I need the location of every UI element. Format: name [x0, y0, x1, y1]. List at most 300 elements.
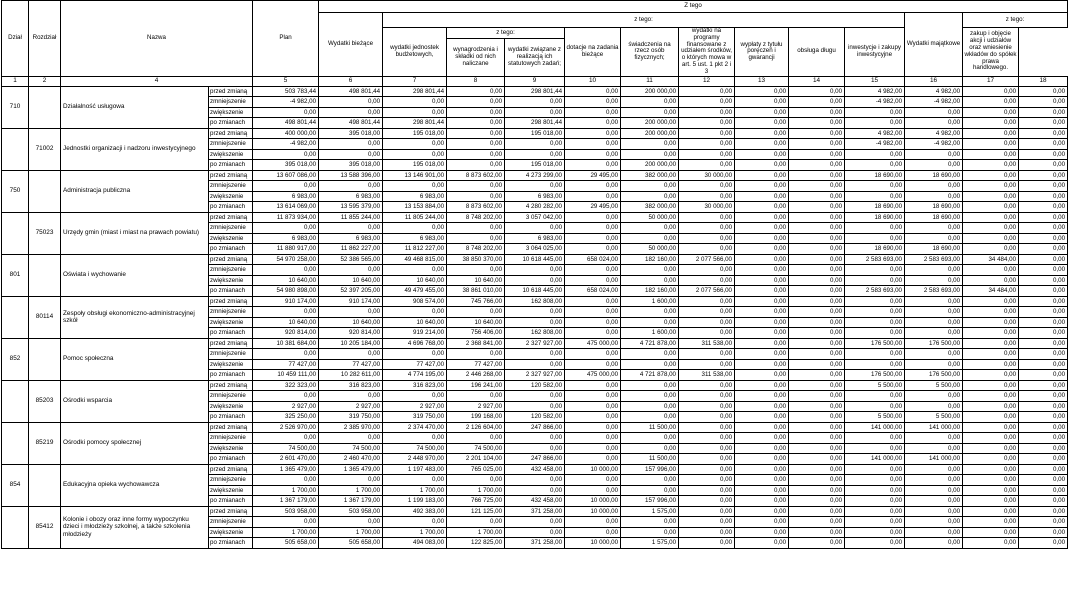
value-cell: 0,00: [1019, 496, 1068, 507]
value-cell: 0,00: [505, 349, 565, 360]
value-cell: 0,00: [905, 538, 963, 549]
value-cell: 505 658,00: [319, 538, 383, 549]
value-cell: 38 861 010,00: [447, 286, 505, 297]
value-cell: 0,00: [565, 349, 621, 360]
value-cell: 0,00: [253, 223, 319, 234]
value-cell: 0,00: [963, 464, 1019, 475]
value-cell: 1 700,00: [253, 485, 319, 496]
rozdzial-cell: 85219: [29, 422, 61, 464]
value-cell: 13 614 069,00: [253, 202, 319, 213]
rozdzial-cell: 85412: [29, 506, 61, 548]
row-label: zwiększenie: [209, 107, 253, 118]
value-cell: 0,00: [447, 223, 505, 234]
value-cell: 0,00: [789, 359, 845, 370]
value-cell: 0,00: [679, 454, 735, 465]
value-cell: 0,00: [735, 328, 789, 339]
value-cell: 0,00: [679, 443, 735, 454]
value-cell: 0,00: [1019, 433, 1068, 444]
value-cell: 0,00: [905, 223, 963, 234]
value-cell: 0,00: [1019, 391, 1068, 402]
value-cell: 0,00: [963, 149, 1019, 160]
value-cell: 0,00: [447, 160, 505, 171]
value-cell: 0,00: [963, 506, 1019, 517]
value-cell: 0,00: [845, 149, 905, 160]
value-cell: 0,00: [735, 485, 789, 496]
row-label: przed zmianą: [209, 422, 253, 433]
value-cell: 13 595 379,00: [319, 202, 383, 213]
value-cell: 0,00: [679, 275, 735, 286]
value-cell: 0,00: [735, 244, 789, 255]
value-cell: 0,00: [383, 517, 447, 528]
value-cell: 0,00: [845, 296, 905, 307]
value-cell: 325 250,00: [253, 412, 319, 423]
value-cell: 0,00: [621, 401, 679, 412]
rozdzial-cell: 80114: [29, 296, 61, 338]
value-cell: 0,00: [845, 517, 905, 528]
value-cell: 298 801,44: [505, 118, 565, 129]
header-zadania-statutowe: wydatki związane z realizacją ich statutowych zadań;: [505, 39, 565, 77]
value-cell: 11 500,00: [621, 422, 679, 433]
value-cell: 0,00: [905, 307, 963, 318]
value-cell: 0,00: [963, 422, 1019, 433]
header-akcje: zakup i objęcie akcji i udziałów oraz wniesienie wkładów do spółek prawa handlowego.: [963, 28, 1019, 77]
value-cell: 0,00: [845, 317, 905, 328]
value-cell: 382 000,00: [621, 202, 679, 213]
value-cell: 0,00: [1019, 223, 1068, 234]
value-cell: 0,00: [905, 485, 963, 496]
value-cell: 195 018,00: [505, 160, 565, 171]
value-cell: 122 825,00: [447, 538, 505, 549]
value-cell: 0,00: [789, 286, 845, 297]
row-label: przed zmianą: [209, 170, 253, 181]
header-obsluga-dlugu: obsługa długu: [789, 28, 845, 77]
value-cell: 0,00: [1019, 454, 1068, 465]
value-cell: 0,00: [789, 128, 845, 139]
value-cell: 0,00: [1019, 328, 1068, 339]
value-cell: 0,00: [447, 517, 505, 528]
value-cell: 0,00: [621, 433, 679, 444]
value-cell: 0,00: [319, 349, 383, 360]
value-cell: 0,00: [735, 443, 789, 454]
value-cell: 49 468 815,00: [383, 254, 447, 265]
value-cell: 4 696 768,00: [383, 338, 447, 349]
value-cell: 0,00: [447, 97, 505, 108]
value-cell: 0,00: [789, 212, 845, 223]
value-cell: 0,00: [679, 475, 735, 486]
value-cell: 765 025,00: [447, 464, 505, 475]
value-cell: 0,00: [565, 422, 621, 433]
value-cell: 0,00: [905, 160, 963, 171]
value-cell: 0,00: [845, 233, 905, 244]
value-cell: 2 460 470,00: [319, 454, 383, 465]
value-cell: 0,00: [845, 328, 905, 339]
column-number: 18: [1019, 76, 1068, 86]
value-cell: 2 583 693,00: [905, 254, 963, 265]
value-cell: 195 018,00: [505, 128, 565, 139]
value-cell: 0,00: [905, 191, 963, 202]
value-cell: 0,00: [505, 149, 565, 160]
value-cell: 0,00: [319, 107, 383, 118]
value-cell: 1 199 183,00: [383, 496, 447, 507]
value-cell: 0,00: [565, 296, 621, 307]
row-label: po zmianach: [209, 202, 253, 213]
rozdzial-cell: [29, 86, 61, 128]
value-cell: 11 855 244,00: [319, 212, 383, 223]
value-cell: 0,00: [845, 275, 905, 286]
value-cell: 1 700,00: [447, 485, 505, 496]
value-cell: 0,00: [1019, 212, 1068, 223]
value-cell: 77 427,00: [319, 359, 383, 370]
value-cell: 400 000,00: [253, 128, 319, 139]
value-cell: 0,00: [1019, 485, 1068, 496]
value-cell: 0,00: [565, 233, 621, 244]
header-nazwa: Nazwa: [61, 1, 253, 77]
value-cell: 0,00: [447, 391, 505, 402]
value-cell: 2 201 104,00: [447, 454, 505, 465]
value-cell: 0,00: [1019, 86, 1068, 97]
value-cell: 196 241,00: [447, 380, 505, 391]
column-number: 10: [565, 76, 621, 86]
value-cell: 0,00: [905, 517, 963, 528]
value-cell: 0,00: [383, 223, 447, 234]
value-cell: 0,00: [505, 359, 565, 370]
value-cell: 0,00: [905, 328, 963, 339]
nazwa-cell: Jednostki organizacji i nadzoru inwestycyjnego: [61, 128, 209, 170]
value-cell: 11 812 227,00: [383, 244, 447, 255]
value-cell: 0,00: [905, 475, 963, 486]
value-cell: 0,00: [1019, 191, 1068, 202]
value-cell: 10 640,00: [447, 317, 505, 328]
value-cell: 0,00: [735, 86, 789, 97]
value-cell: 18 690,00: [845, 212, 905, 223]
value-cell: 2 327 927,00: [505, 370, 565, 381]
value-cell: 0,00: [963, 107, 1019, 118]
value-cell: 0,00: [905, 506, 963, 517]
value-cell: 0,00: [735, 233, 789, 244]
value-cell: 498 801,44: [319, 86, 383, 97]
value-cell: 1 365 479,00: [253, 464, 319, 475]
value-cell: 0,00: [963, 191, 1019, 202]
value-cell: 0,00: [447, 233, 505, 244]
value-cell: 0,00: [383, 475, 447, 486]
value-cell: 1 367 179,00: [253, 496, 319, 507]
value-cell: 0,00: [621, 265, 679, 276]
value-cell: 0,00: [621, 391, 679, 402]
value-cell: 0,00: [1019, 412, 1068, 423]
value-cell: 18 690,00: [845, 244, 905, 255]
value-cell: 0,00: [845, 107, 905, 118]
header-poreczenia: wypłaty z tytułu poręczeń i gwarancji: [735, 28, 789, 77]
value-cell: 298 801,44: [383, 118, 447, 129]
value-cell: 0,00: [565, 181, 621, 192]
value-cell: 0,00: [845, 443, 905, 454]
value-cell: 0,00: [845, 433, 905, 444]
value-cell: 0,00: [845, 475, 905, 486]
value-cell: 0,00: [319, 265, 383, 276]
value-cell: 0,00: [621, 359, 679, 370]
value-cell: 0,00: [735, 475, 789, 486]
value-cell: 0,00: [319, 149, 383, 160]
nazwa-cell: Urzędy gmin (miast i miast na prawach powiatu): [61, 212, 209, 254]
value-cell: 0,00: [789, 296, 845, 307]
table-row: [2, 380, 1068, 391]
value-cell: 0,00: [963, 433, 1019, 444]
value-cell: 0,00: [565, 454, 621, 465]
value-cell: 2 601 470,00: [253, 454, 319, 465]
value-cell: 0,00: [679, 265, 735, 276]
value-cell: 0,00: [679, 128, 735, 139]
value-cell: 0,00: [383, 107, 447, 118]
row-label: przed zmianą: [209, 506, 253, 517]
value-cell: 0,00: [565, 86, 621, 97]
value-cell: 200 000,00: [621, 118, 679, 129]
value-cell: 0,00: [1019, 254, 1068, 265]
value-cell: 0,00: [383, 181, 447, 192]
value-cell: 0,00: [905, 349, 963, 360]
value-cell: 908 574,00: [383, 296, 447, 307]
value-cell: 0,00: [789, 244, 845, 255]
value-cell: 182 160,00: [621, 286, 679, 297]
value-cell: 2 126 604,00: [447, 422, 505, 433]
value-cell: 0,00: [845, 191, 905, 202]
value-cell: 0,00: [735, 296, 789, 307]
column-number: 15: [845, 76, 905, 86]
value-cell: 0,00: [735, 517, 789, 528]
value-cell: 0,00: [789, 370, 845, 381]
value-cell: 1 700,00: [253, 527, 319, 538]
value-cell: 432 458,00: [505, 464, 565, 475]
value-cell: 0,00: [505, 485, 565, 496]
value-cell: 0,00: [735, 422, 789, 433]
value-cell: 0,00: [735, 275, 789, 286]
table-row: [2, 296, 1068, 307]
value-cell: 0,00: [447, 307, 505, 318]
value-cell: 0,00: [447, 191, 505, 202]
value-cell: 658 024,00: [565, 286, 621, 297]
value-cell: 0,00: [319, 433, 383, 444]
value-cell: 0,00: [963, 212, 1019, 223]
nazwa-cell: Działalność usługowa: [61, 86, 209, 128]
nazwa-cell: Pomoc społeczna: [61, 338, 209, 380]
value-cell: 50 000,00: [621, 244, 679, 255]
value-cell: 432 458,00: [505, 496, 565, 507]
value-cell: 0,00: [789, 139, 845, 150]
value-cell: 2 446 268,00: [447, 370, 505, 381]
nazwa-cell: Kolonie i obozy oraz inne formy wypoczynku dzieci i młodzieży szkolnej, a także szkolenia młodzieży: [61, 506, 209, 548]
value-cell: 0,00: [621, 307, 679, 318]
value-cell: 0,00: [963, 265, 1019, 276]
value-cell: 0,00: [565, 412, 621, 423]
rozdzial-cell: [29, 464, 61, 506]
value-cell: 0,00: [789, 517, 845, 528]
value-cell: 4 280 282,00: [505, 202, 565, 213]
value-cell: 319 750,00: [383, 412, 447, 423]
value-cell: 0,00: [735, 128, 789, 139]
value-cell: 0,00: [905, 118, 963, 129]
value-cell: 0,00: [845, 307, 905, 318]
value-cell: 6 983,00: [505, 233, 565, 244]
value-cell: 0,00: [735, 349, 789, 360]
value-cell: 0,00: [565, 244, 621, 255]
value-cell: 29 495,00: [565, 202, 621, 213]
value-cell: 200 000,00: [621, 128, 679, 139]
value-cell: 498 801,44: [253, 118, 319, 129]
value-cell: 13 588 396,00: [319, 170, 383, 181]
value-cell: 0,00: [1019, 370, 1068, 381]
value-cell: 4 273 299,00: [505, 170, 565, 181]
value-cell: 0,00: [789, 454, 845, 465]
value-cell: 0,00: [383, 391, 447, 402]
value-cell: 0,00: [621, 275, 679, 286]
value-cell: 0,00: [789, 149, 845, 160]
value-cell: 0,00: [735, 454, 789, 465]
value-cell: 0,00: [565, 128, 621, 139]
rozdzial-cell: 75023: [29, 212, 61, 254]
value-cell: 0,00: [789, 181, 845, 192]
value-cell: 0,00: [565, 317, 621, 328]
value-cell: 0,00: [905, 317, 963, 328]
row-label: przed zmianą: [209, 338, 253, 349]
row-label: zmniejszenie: [209, 517, 253, 528]
value-cell: 0,00: [789, 464, 845, 475]
row-label: po zmianach: [209, 118, 253, 129]
value-cell: 0,00: [679, 223, 735, 234]
value-cell: 0,00: [679, 86, 735, 97]
value-cell: 0,00: [679, 517, 735, 528]
value-cell: 0,00: [679, 139, 735, 150]
value-cell: 0,00: [505, 307, 565, 318]
value-cell: 0,00: [735, 370, 789, 381]
value-cell: 0,00: [789, 422, 845, 433]
value-cell: 0,00: [447, 107, 505, 118]
value-cell: 195 018,00: [383, 128, 447, 139]
header-rozdzial: Rozdział: [29, 1, 61, 77]
value-cell: 0,00: [963, 160, 1019, 171]
value-cell: 54 980 898,00: [253, 286, 319, 297]
row-label: po zmianach: [209, 454, 253, 465]
table-row: [2, 212, 1068, 223]
value-cell: 503 958,00: [319, 506, 383, 517]
value-cell: 0,00: [621, 527, 679, 538]
value-cell: 10 640,00: [253, 275, 319, 286]
value-cell: 11 873 934,00: [253, 212, 319, 223]
row-label: zmniejszenie: [209, 139, 253, 150]
value-cell: 322 323,00: [253, 380, 319, 391]
value-cell: 0,00: [505, 517, 565, 528]
value-cell: 920 814,00: [319, 328, 383, 339]
row-label: zmniejszenie: [209, 181, 253, 192]
table-row: [2, 464, 1068, 475]
value-cell: 0,00: [735, 212, 789, 223]
value-cell: 0,00: [845, 118, 905, 129]
value-cell: 6 983,00: [253, 191, 319, 202]
value-cell: 199 168,00: [447, 412, 505, 423]
row-label: zmniejszenie: [209, 391, 253, 402]
dzial-cell: 852: [2, 338, 29, 380]
value-cell: 0,00: [845, 506, 905, 517]
value-cell: 176 500,00: [905, 370, 963, 381]
value-cell: 2 526 970,00: [253, 422, 319, 433]
value-cell: 6 983,00: [253, 233, 319, 244]
value-cell: 200 000,00: [621, 86, 679, 97]
value-cell: 0,00: [845, 496, 905, 507]
value-cell: 10 459 111,00: [253, 370, 319, 381]
value-cell: 0,00: [735, 380, 789, 391]
value-cell: 0,00: [963, 401, 1019, 412]
value-cell: 0,00: [505, 391, 565, 402]
value-cell: 10 640,00: [319, 275, 383, 286]
value-cell: 74 500,00: [447, 443, 505, 454]
row-label: zwiększenie: [209, 149, 253, 160]
value-cell: 766 725,00: [447, 496, 505, 507]
value-cell: 0,00: [1019, 380, 1068, 391]
value-cell: 0,00: [905, 359, 963, 370]
value-cell: 0,00: [679, 233, 735, 244]
value-cell: 0,00: [1019, 538, 1068, 549]
value-cell: 0,00: [565, 265, 621, 276]
value-cell: 0,00: [679, 118, 735, 129]
value-cell: 0,00: [905, 401, 963, 412]
value-cell: 11 862 227,00: [319, 244, 383, 255]
value-cell: 0,00: [735, 527, 789, 538]
value-cell: 0,00: [621, 412, 679, 423]
column-number: 5: [253, 76, 319, 86]
row-label: zwiększenie: [209, 401, 253, 412]
value-cell: 13 153 884,00: [383, 202, 447, 213]
value-cell: 0,00: [789, 506, 845, 517]
value-cell: 0,00: [735, 139, 789, 150]
value-cell: 0,00: [963, 475, 1019, 486]
value-cell: 0,00: [735, 223, 789, 234]
value-cell: 6 983,00: [319, 233, 383, 244]
table-row: [2, 170, 1068, 181]
value-cell: 0,00: [679, 433, 735, 444]
value-cell: 756 406,00: [447, 328, 505, 339]
value-cell: 0,00: [963, 139, 1019, 150]
value-cell: 10 618 445,00: [505, 254, 565, 265]
value-cell: 0,00: [679, 349, 735, 360]
value-cell: 74 500,00: [383, 443, 447, 454]
value-cell: -4 982,00: [905, 97, 963, 108]
value-cell: 0,00: [679, 160, 735, 171]
table-row: [2, 254, 1068, 265]
value-cell: 0,00: [1019, 118, 1068, 129]
value-cell: 0,00: [789, 485, 845, 496]
value-cell: 0,00: [1019, 286, 1068, 297]
rozdzial-cell: 71002: [29, 128, 61, 170]
value-cell: 0,00: [845, 265, 905, 276]
value-cell: 0,00: [565, 191, 621, 202]
value-cell: 0,00: [679, 422, 735, 433]
value-cell: 50 000,00: [621, 212, 679, 223]
table-row: [2, 338, 1068, 349]
value-cell: 0,00: [905, 275, 963, 286]
value-cell: 0,00: [679, 464, 735, 475]
value-cell: 0,00: [905, 265, 963, 276]
value-cell: 0,00: [1019, 275, 1068, 286]
value-cell: 141 000,00: [845, 422, 905, 433]
value-cell: 0,00: [845, 223, 905, 234]
value-cell: 395 018,00: [319, 128, 383, 139]
value-cell: 0,00: [621, 97, 679, 108]
value-cell: 0,00: [253, 107, 319, 118]
value-cell: 0,00: [621, 380, 679, 391]
value-cell: 0,00: [789, 380, 845, 391]
value-cell: 2 583 693,00: [905, 286, 963, 297]
row-label: po zmianach: [209, 538, 253, 549]
value-cell: 11 880 917,00: [253, 244, 319, 255]
value-cell: 0,00: [789, 349, 845, 360]
